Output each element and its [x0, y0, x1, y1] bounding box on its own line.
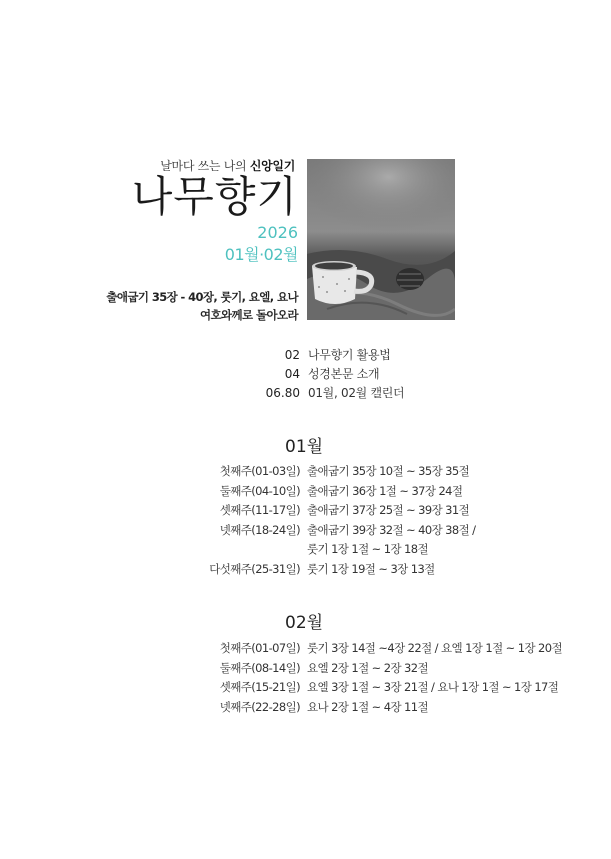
reading-range: 출애굽기 37장 25절 ~ 39장 31절 [307, 503, 470, 517]
toc-text: 01월, 02월 캘린더 [308, 386, 405, 400]
mug-photo-image [307, 159, 455, 320]
cover-title: 나무향기 [131, 172, 298, 221]
schedule-row [150, 521, 475, 541]
reading-range: 요엘 3장 1절 ~ 3장 21절 / 요나 1장 1절 ~ 1장 17절 [307, 680, 559, 694]
schedule-row [150, 462, 475, 482]
week-label: 넷째주(22-28일) [219, 699, 300, 714]
reading-range: 룻기 3장 14절 ~4장 22절 / 요엘 1장 1절 ~ 1장 20절 [307, 641, 562, 655]
week-label: 첫째주(01-03일) [219, 464, 300, 478]
schedule-row [150, 501, 475, 521]
subtitle-plain: 날마다 쓰는 나의 [160, 159, 250, 173]
toc-page: 02 [284, 347, 300, 362]
week-label: 셋째주(15-21일) [219, 680, 300, 694]
toc-page: 04 [284, 366, 300, 381]
reading-range: 요나 2장 1절 ~ 4장 11절 [307, 699, 428, 714]
february-heading: 02월 [285, 613, 324, 633]
toc-page: 06.80 [265, 385, 300, 400]
reading-range: 출애굽기 35장 10절 ~ 35장 35절 [307, 464, 470, 478]
schedule-row [150, 678, 562, 698]
cover-months: 01월·02월 [224, 245, 298, 264]
week-label: 둘째주(04-10일) [219, 483, 300, 498]
week-label [150, 540, 307, 560]
schedule-row [150, 639, 562, 659]
toc-item [230, 383, 404, 402]
schedule-row [150, 659, 562, 679]
reading-range: 요엘 2장 1절 ~ 2장 32절 [307, 660, 428, 675]
reading-range: 룻기 1장 19절 ~ 3장 13절 [307, 561, 435, 576]
january-heading: 01월 [285, 437, 324, 457]
toc-text: 나무향기 활용법 [308, 348, 391, 362]
toc-text: 성경본문 소개 [308, 367, 380, 381]
table-of-contents [230, 345, 404, 402]
january-schedule [150, 462, 475, 579]
week-label: 넷째주(18-24일) [219, 522, 300, 537]
theme-books: 출애굽기 35장 - 40장, 룻기, 요엘, 요나 [106, 290, 298, 304]
schedule-row [150, 482, 475, 502]
subtitle-bold: 신앙일기 [249, 159, 295, 173]
cover-photo [307, 159, 455, 320]
cover-year: 2026 [257, 223, 298, 242]
schedule-row [150, 560, 475, 580]
reading-range: 출애굽기 36장 1절 ~ 37장 24절 [307, 483, 463, 498]
reading-range: 출애굽기 39장 32절 ~ 40장 38절 / [307, 522, 476, 537]
reading-range: 룻기 1장 1절 ~ 1장 18절 [307, 542, 428, 556]
week-label: 셋째주(11-17일) [219, 503, 300, 517]
week-label: 첫째주(01-07일) [219, 641, 300, 655]
theme-slogan: 여호와께로 돌아오라 [200, 308, 298, 322]
toc-item [230, 345, 404, 364]
schedule-row [150, 698, 562, 718]
week-label: 다섯째주(25-31일) [209, 561, 300, 576]
february-schedule [150, 639, 562, 717]
schedule-row [150, 540, 475, 560]
week-label: 둘째주(08-14일) [219, 660, 300, 675]
toc-item [230, 364, 404, 383]
